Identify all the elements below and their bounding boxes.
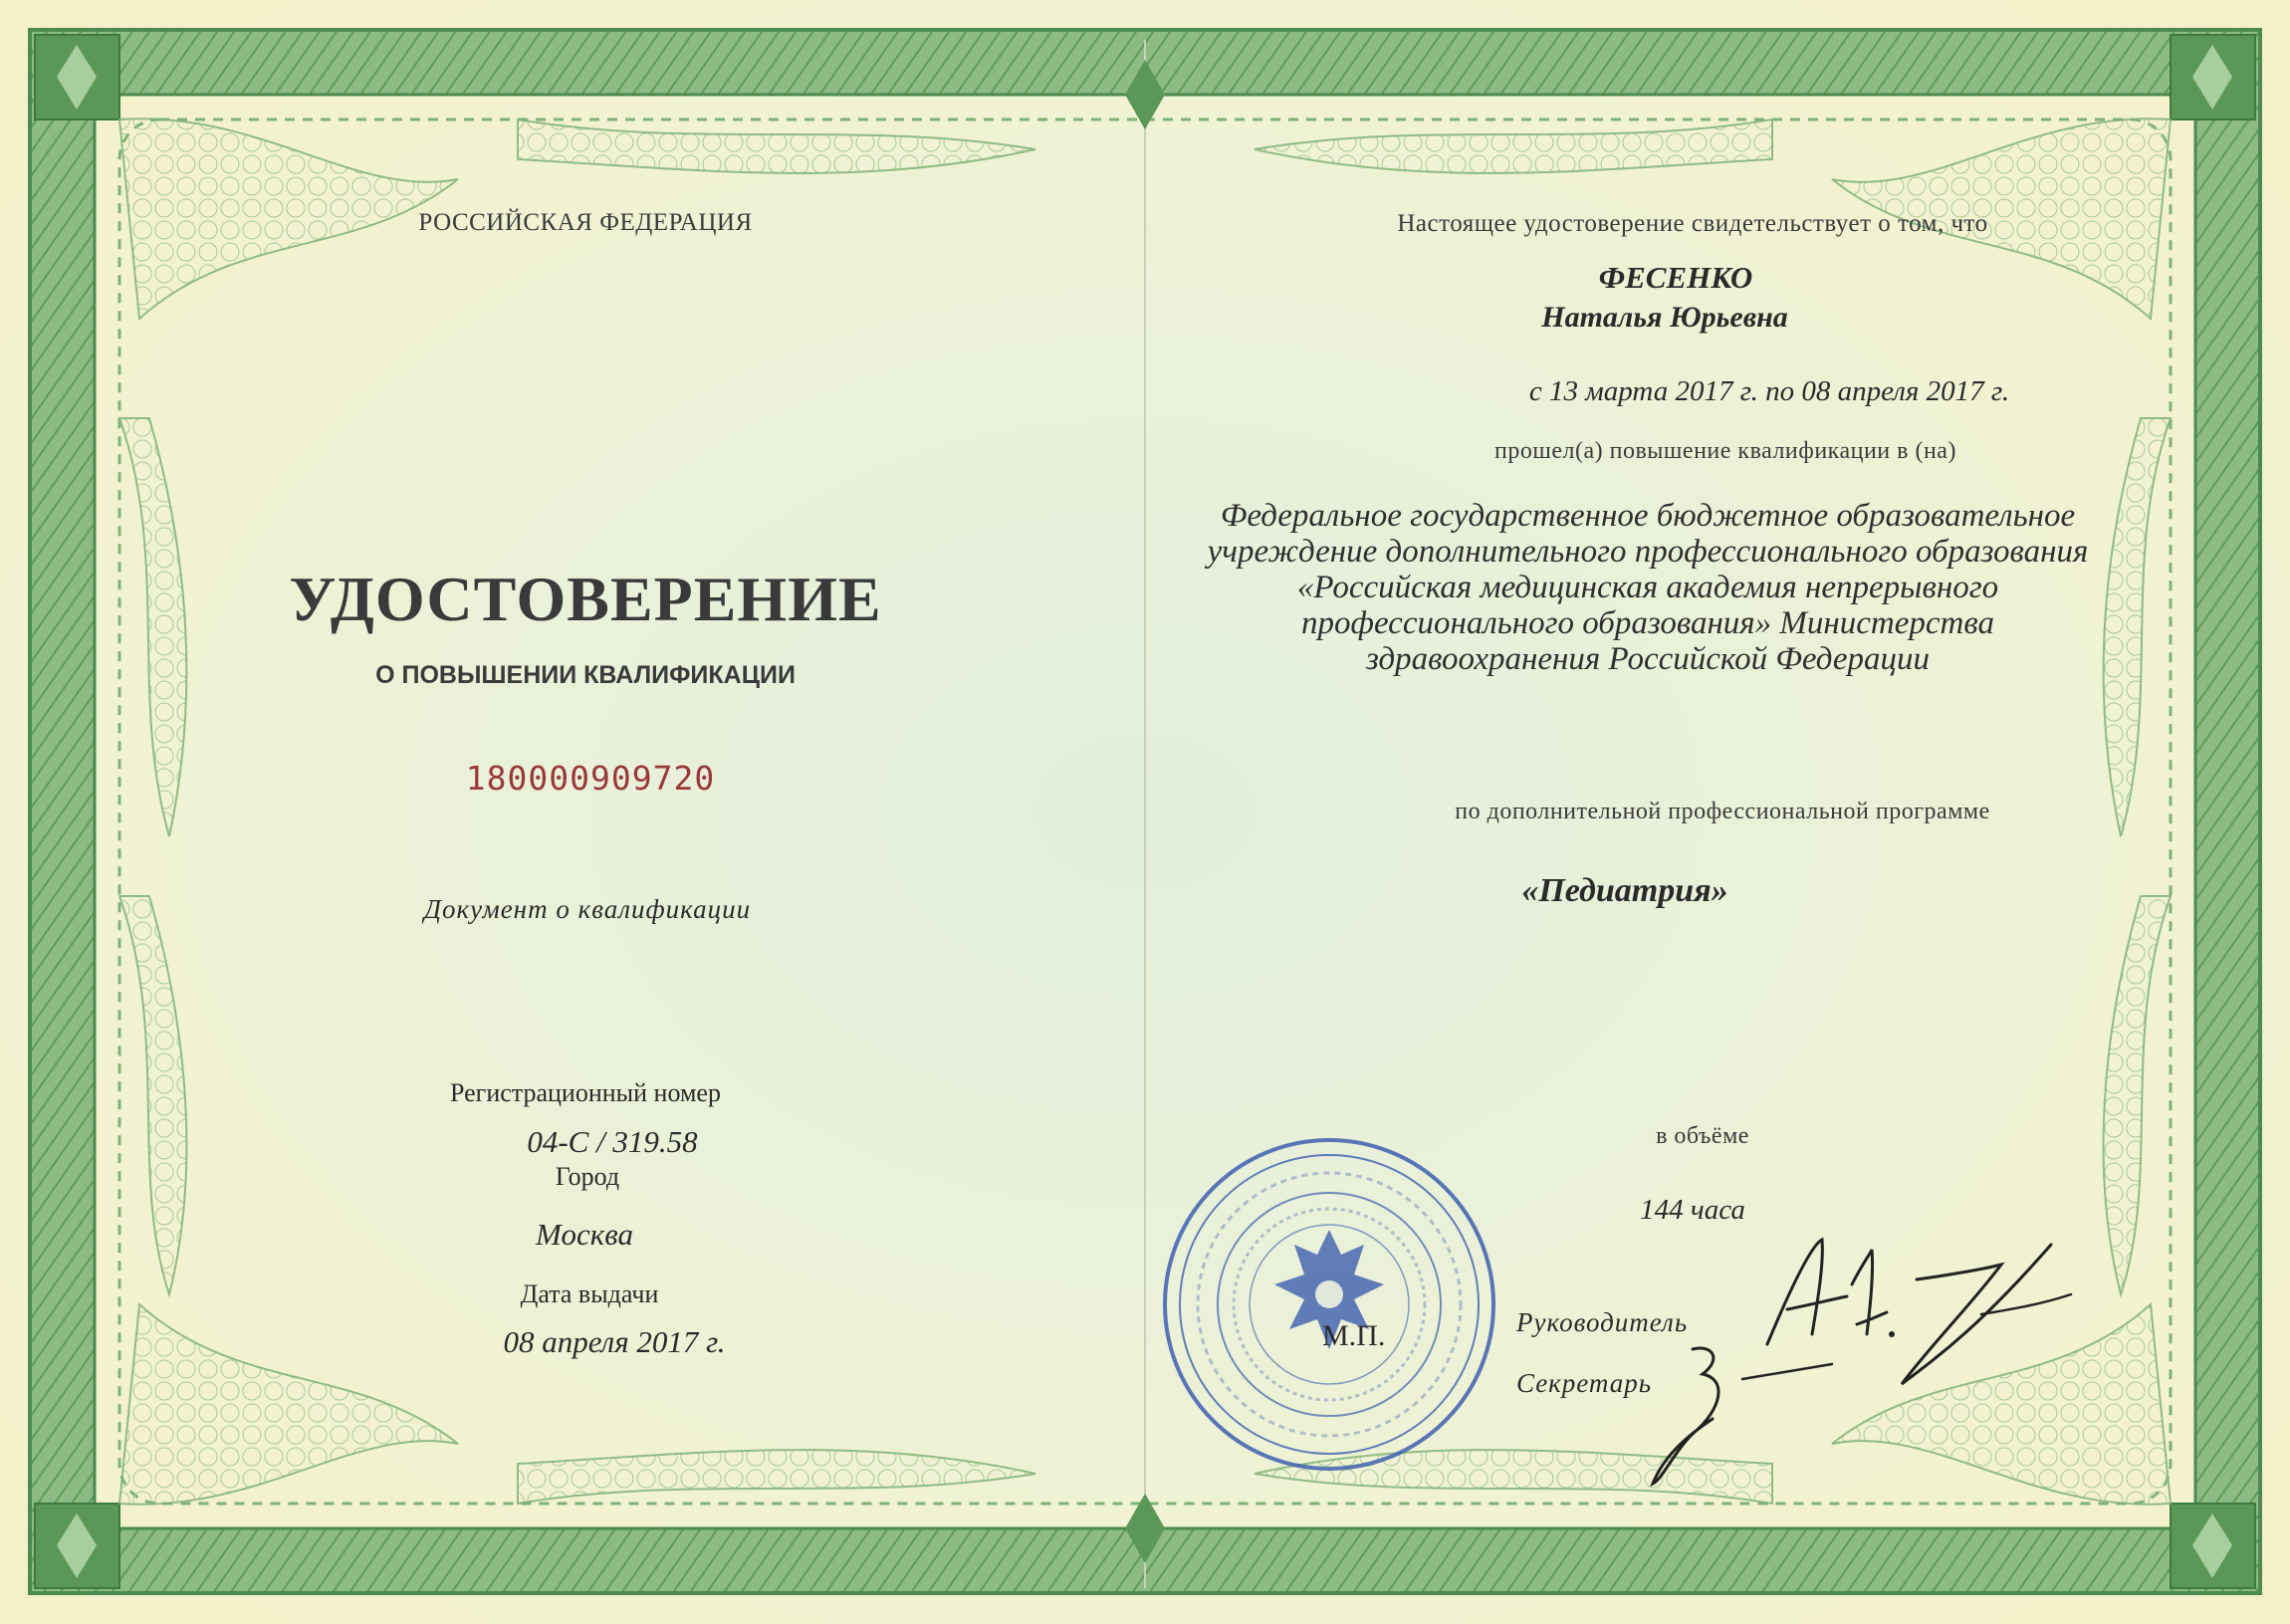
registration-number: 04-С / 319.58 — [527, 1124, 698, 1159]
volume-value: 144 часа — [1640, 1194, 1745, 1226]
intro-text: Настоящее удостоверение свидетельствует о том, что — [1397, 210, 1988, 237]
country-heading: РОССИЙСКАЯ ФЕДЕРАЦИЯ — [418, 209, 753, 236]
serial-number: 180000909720 — [465, 759, 716, 798]
institution-line-5: здравоохранения Российской Федерации — [1366, 641, 1930, 677]
stamp-mark: М.П. — [1322, 1319, 1386, 1352]
registration-label: Регистрационный номер — [450, 1078, 721, 1107]
document-type: Документ о квалификации — [423, 894, 752, 924]
certificate-subtitle: О ПОВЫШЕНИИ КВАЛИФИКАЦИИ — [375, 661, 796, 689]
institution-line-1: Федеральное государственное бюджетное образовательное — [1220, 498, 2076, 534]
secretary-signature — [1633, 1329, 1852, 1489]
training-period: с 13 марта 2017 г. по 08 апреля 2017 г. — [1528, 375, 2010, 407]
completed-text: прошел(а) повышение квалификации в (на) — [1494, 438, 1956, 464]
issue-date: 08 апреля 2017 г. — [503, 1324, 726, 1359]
volume-label: в объёме — [1656, 1123, 1749, 1149]
holder-given-names: Наталья Юрьевна — [1541, 301, 1788, 334]
issue-date-label: Дата выдачи — [520, 1279, 659, 1308]
head-label: Руководитель — [1516, 1307, 1689, 1337]
institution-line-4: профессионального образования» Министерства — [1301, 605, 1994, 641]
official-seal-stamp — [1160, 1135, 1498, 1474]
city-value: Москва — [536, 1217, 633, 1252]
program-label: по дополнительной профессиональной программе — [1455, 799, 1990, 824]
institution-line-3: «Российская медицинская академия непрерывного — [1296, 570, 1999, 605]
institution-line-2: учреждение дополнительного профессионального образования — [1207, 534, 2089, 570]
city-label: Город — [555, 1162, 620, 1191]
secretary-label: Секретарь — [1516, 1368, 1653, 1398]
certificate-title: УДОСТОВЕРЕНИЕ — [289, 564, 882, 634]
program-name: «Педиатрия» — [1521, 872, 1728, 909]
institution-name — [1150, 498, 2146, 677]
holder-surname: ФЕСЕНКО — [1598, 260, 1753, 295]
